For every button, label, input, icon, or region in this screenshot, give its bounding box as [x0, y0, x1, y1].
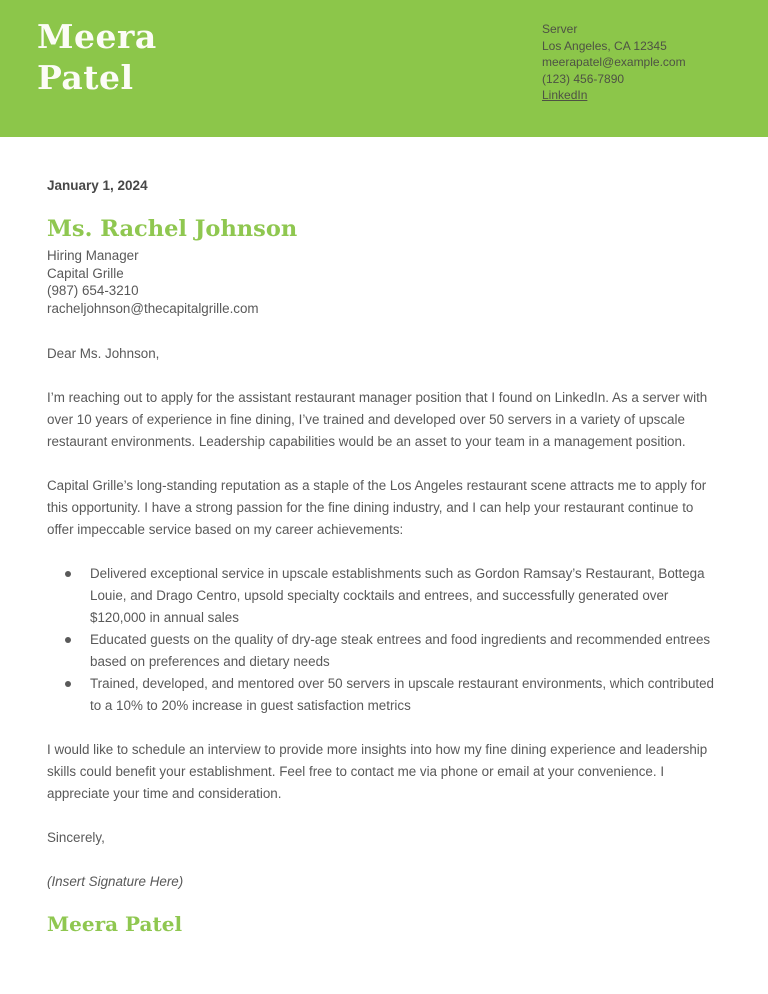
bullet-text: Trained, developed, and mentored over 50 servers in upscale restaurant environments, which contributed to a 10% to 20% increase in guest satisfaction metrics: [90, 676, 715, 714]
list-item: [47, 629, 720, 673]
signature-placeholder: (Insert Signature Here): [47, 874, 184, 890]
paragraph-intro: I’m reaching out to apply for the assistant restaurant manager position that I found on LinkedIn. As a server with over 10 years of experience in fine dining, I’ve trained and developed over 50 servers in a variety of upscale restaurant environments. Leadership capabilities would be an asset to your team in a management position.: [47, 390, 708, 450]
bullet-text: Delivered exceptional service in upscale establishments such as Gordon Ramsay’s Restaurant, Bottega Louie, and Drago Centro, upsold specialty cocktails and entrees, and successfully generated over $120,000 in annual sales: [90, 566, 705, 626]
recipient-email: racheljohnson@thecapitalgrille.com: [47, 300, 259, 316]
list-item: [47, 673, 720, 717]
recipient-details: [47, 247, 720, 317]
contact-phone: (123) 456-7890: [542, 71, 625, 86]
recipient-name: Ms. Rachel Johnson: [47, 216, 298, 242]
recipient-company: Capital Grille: [47, 265, 124, 281]
paragraph-motivation: Capital Grille’s long-standing reputation as a staple of the Los Angeles restaurant scene attracts me to apply for this opportunity. I have a strong passion for the fine dining industry, and I can help your restaurant continue to offer impeccable service based on my career achievements:: [47, 478, 707, 538]
paragraph-closing: I would like to schedule an interview to provide more insights into how my fine dining experience and leadership skills could benefit your establishment. Feel free to contact me via phone or email at your convenience. I appreciate your time and consideration.: [47, 742, 708, 802]
bullet-icon: [65, 571, 71, 577]
signature-name: Meera Patel: [47, 912, 183, 937]
applicant-first-name: Meera: [37, 17, 157, 56]
achievements-list: [47, 563, 720, 717]
bullet-text: Educated guests on the quality of dry-age steak entrees and food ingredients and recommended entrees based on preferences and dietary needs: [90, 632, 711, 670]
recipient-phone: (987) 654-3210: [47, 283, 139, 299]
letter-date: January 1, 2024: [47, 178, 148, 193]
salutation: Dear Ms. Johnson,: [47, 346, 160, 362]
list-item: [47, 563, 720, 629]
recipient-title: Hiring Manager: [47, 248, 139, 263]
contact-location: Los Angeles, CA 12345: [542, 38, 667, 53]
letter-body: [0, 178, 768, 937]
header-banner: [0, 0, 768, 137]
contact-info: [542, 21, 720, 137]
contact-email: meerapatel@example.com: [542, 55, 686, 69]
bullet-icon: [65, 637, 71, 643]
applicant-last-name: Patel: [37, 58, 134, 97]
bullet-icon: [65, 681, 71, 687]
contact-job-title: Server: [542, 22, 578, 36]
signoff: Sincerely,: [47, 830, 105, 846]
linkedin-link[interactable]: LinkedIn: [542, 88, 588, 102]
applicant-name: [37, 16, 157, 137]
